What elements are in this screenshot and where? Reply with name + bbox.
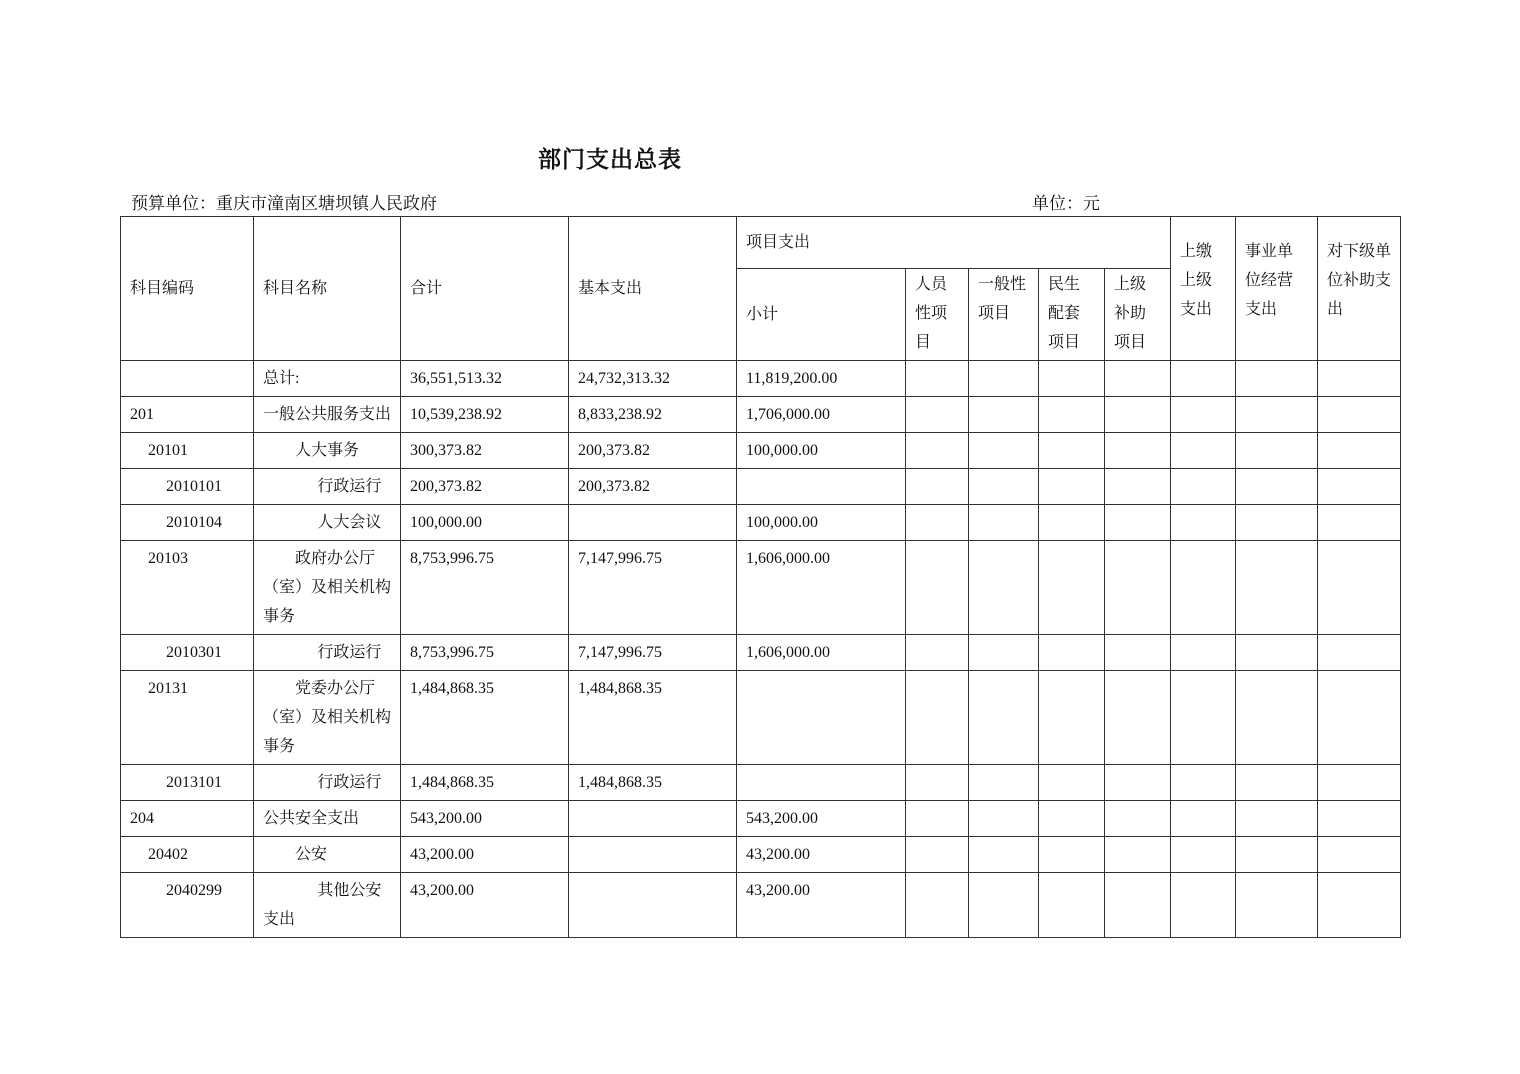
cell-total: 8,753,996.75 xyxy=(401,635,569,671)
cell-empty xyxy=(1318,635,1401,671)
cell-basic: 1,484,868.35 xyxy=(569,671,737,765)
header-superior-subsidy: 上级补助项目 xyxy=(1105,269,1171,361)
cell-empty xyxy=(1105,873,1171,938)
table-row xyxy=(121,635,1401,671)
header-personnel: 人员性项目 xyxy=(906,269,969,361)
cell-empty xyxy=(1236,635,1318,671)
cell-name: 政府办公厅（室）及相关机构事务 xyxy=(254,541,401,635)
table-row xyxy=(121,801,1401,837)
cell-empty xyxy=(1105,635,1171,671)
cell-empty xyxy=(1236,541,1318,635)
cell-empty xyxy=(1171,873,1236,938)
cell-subtotal: 11,819,200.00 xyxy=(737,361,906,397)
cell-name: 公共安全支出 xyxy=(254,801,401,837)
cell-empty xyxy=(1318,671,1401,765)
cell-total: 10,539,238.92 xyxy=(401,397,569,433)
cell-total: 300,373.82 xyxy=(401,433,569,469)
cell-empty xyxy=(1039,361,1105,397)
cell-empty xyxy=(1236,469,1318,505)
cell-basic xyxy=(569,801,737,837)
table-row xyxy=(121,397,1401,433)
cell-name: 公安 xyxy=(254,837,401,873)
cell-empty xyxy=(969,397,1039,433)
cell-empty xyxy=(906,837,969,873)
cell-empty xyxy=(1039,635,1105,671)
cell-code: 20101 xyxy=(121,433,254,469)
cell-code: 20103 xyxy=(121,541,254,635)
cell-empty xyxy=(1236,361,1318,397)
cell-basic: 200,373.82 xyxy=(569,469,737,505)
cell-code: 2010101 xyxy=(121,469,254,505)
cell-empty xyxy=(1236,433,1318,469)
table-row xyxy=(121,671,1401,765)
cell-empty xyxy=(1236,397,1318,433)
table-row xyxy=(121,505,1401,541)
cell-subtotal: 1,606,000.00 xyxy=(737,541,906,635)
cell-empty xyxy=(1171,505,1236,541)
cell-empty xyxy=(906,635,969,671)
expenditure-table xyxy=(120,216,1401,938)
cell-empty xyxy=(1318,801,1401,837)
cell-empty xyxy=(1105,765,1171,801)
cell-empty xyxy=(1236,505,1318,541)
cell-empty xyxy=(1171,469,1236,505)
cell-empty xyxy=(906,765,969,801)
cell-empty xyxy=(906,433,969,469)
cell-code: 2010301 xyxy=(121,635,254,671)
cell-empty xyxy=(969,801,1039,837)
cell-empty xyxy=(969,433,1039,469)
cell-basic: 200,373.82 xyxy=(569,433,737,469)
cell-empty xyxy=(1318,469,1401,505)
cell-empty xyxy=(1105,671,1171,765)
cell-subtotal: 43,200.00 xyxy=(737,873,906,938)
cell-empty xyxy=(1039,873,1105,938)
cell-empty xyxy=(969,873,1039,938)
cell-empty xyxy=(1236,671,1318,765)
cell-empty xyxy=(969,469,1039,505)
cell-empty xyxy=(1039,765,1105,801)
cell-empty xyxy=(1318,873,1401,938)
cell-total: 43,200.00 xyxy=(401,837,569,873)
table-row xyxy=(121,837,1401,873)
cell-basic xyxy=(569,837,737,873)
cell-empty xyxy=(1039,505,1105,541)
cell-empty xyxy=(1236,801,1318,837)
cell-empty xyxy=(969,505,1039,541)
header-total: 合计 xyxy=(401,217,569,361)
cell-empty xyxy=(1039,837,1105,873)
cell-empty xyxy=(1171,837,1236,873)
cell-empty xyxy=(906,469,969,505)
cell-subtotal: 43,200.00 xyxy=(737,837,906,873)
header-pay-up: 上缴上级支出 xyxy=(1171,217,1236,361)
cell-basic: 7,147,996.75 xyxy=(569,635,737,671)
cell-empty xyxy=(906,671,969,765)
cell-code: 2040299 xyxy=(121,873,254,938)
cell-empty xyxy=(1236,765,1318,801)
cell-empty xyxy=(1105,361,1171,397)
cell-basic: 8,833,238.92 xyxy=(569,397,737,433)
cell-code: 20131 xyxy=(121,671,254,765)
cell-empty xyxy=(969,635,1039,671)
cell-empty xyxy=(1318,765,1401,801)
cell-empty xyxy=(1318,397,1401,433)
cell-name: 人大事务 xyxy=(254,433,401,469)
cell-subtotal: 543,200.00 xyxy=(737,801,906,837)
cell-subtotal: 1,706,000.00 xyxy=(737,397,906,433)
cell-empty xyxy=(906,361,969,397)
cell-empty xyxy=(969,765,1039,801)
cell-empty xyxy=(906,801,969,837)
cell-total: 100,000.00 xyxy=(401,505,569,541)
table-row xyxy=(121,765,1401,801)
cell-name: 行政运行 xyxy=(254,765,401,801)
cell-empty xyxy=(969,541,1039,635)
cell-subtotal xyxy=(737,765,906,801)
cell-basic: 24,732,313.32 xyxy=(569,361,737,397)
cell-code: 2013101 xyxy=(121,765,254,801)
currency-unit-label: 单位：元 xyxy=(1032,194,1100,213)
table-row xyxy=(121,541,1401,635)
header-general: 一般性项目 xyxy=(969,269,1039,361)
cell-empty xyxy=(1318,505,1401,541)
header-business-ops: 事业单位经营支出 xyxy=(1236,217,1318,361)
cell-empty xyxy=(1236,873,1318,938)
cell-empty xyxy=(1039,541,1105,635)
cell-basic xyxy=(569,873,737,938)
header-basic: 基本支出 xyxy=(569,217,737,361)
cell-empty xyxy=(1105,837,1171,873)
table-row xyxy=(121,873,1401,938)
cell-empty xyxy=(1105,541,1171,635)
cell-subtotal xyxy=(737,469,906,505)
cell-empty xyxy=(1039,397,1105,433)
cell-basic: 7,147,996.75 xyxy=(569,541,737,635)
cell-empty xyxy=(1318,837,1401,873)
cell-empty xyxy=(1171,765,1236,801)
cell-empty xyxy=(1318,433,1401,469)
cell-empty xyxy=(1105,397,1171,433)
cell-empty xyxy=(1171,361,1236,397)
cell-total: 43,200.00 xyxy=(401,873,569,938)
document-title: 部门支出总表 xyxy=(538,147,682,173)
cell-empty xyxy=(1236,837,1318,873)
header-name: 科目名称 xyxy=(254,217,401,361)
cell-empty xyxy=(1171,397,1236,433)
cell-subtotal: 100,000.00 xyxy=(737,433,906,469)
cell-empty xyxy=(906,541,969,635)
cell-subtotal: 100,000.00 xyxy=(737,505,906,541)
cell-empty xyxy=(1105,801,1171,837)
cell-empty xyxy=(906,397,969,433)
table-row xyxy=(121,361,1401,397)
table-row xyxy=(121,469,1401,505)
cell-total: 36,551,513.32 xyxy=(401,361,569,397)
cell-empty xyxy=(1171,635,1236,671)
header-code: 科目编码 xyxy=(121,217,254,361)
cell-empty xyxy=(906,505,969,541)
cell-code: 201 xyxy=(121,397,254,433)
cell-code: 2010104 xyxy=(121,505,254,541)
cell-name: 总计: xyxy=(254,361,401,397)
cell-total: 1,484,868.35 xyxy=(401,671,569,765)
cell-empty xyxy=(1039,801,1105,837)
cell-empty xyxy=(1039,671,1105,765)
cell-name: 行政运行 xyxy=(254,469,401,505)
cell-empty xyxy=(906,873,969,938)
cell-name: 一般公共服务支出 xyxy=(254,397,401,433)
cell-empty xyxy=(1039,469,1105,505)
cell-code: 204 xyxy=(121,801,254,837)
cell-empty xyxy=(1171,541,1236,635)
cell-name: 党委办公厅（室）及相关机构事务 xyxy=(254,671,401,765)
cell-total: 200,373.82 xyxy=(401,469,569,505)
header-livelihood: 民生配套项目 xyxy=(1039,269,1105,361)
cell-basic xyxy=(569,505,737,541)
cell-name: 其他公安支出 xyxy=(254,873,401,938)
cell-code xyxy=(121,361,254,397)
cell-empty xyxy=(969,361,1039,397)
cell-empty xyxy=(969,671,1039,765)
cell-basic: 1,484,868.35 xyxy=(569,765,737,801)
cell-empty xyxy=(1171,671,1236,765)
cell-empty xyxy=(1318,361,1401,397)
cell-total: 8,753,996.75 xyxy=(401,541,569,635)
cell-empty xyxy=(1039,433,1105,469)
header-subordinate-subsidy: 对下级单位补助支出 xyxy=(1318,217,1401,361)
header-subtotal: 小计 xyxy=(737,269,906,361)
cell-empty xyxy=(1171,801,1236,837)
cell-empty xyxy=(1105,469,1171,505)
cell-total: 1,484,868.35 xyxy=(401,765,569,801)
cell-total: 543,200.00 xyxy=(401,801,569,837)
cell-empty xyxy=(969,837,1039,873)
cell-code: 20402 xyxy=(121,837,254,873)
cell-name: 行政运行 xyxy=(254,635,401,671)
cell-empty xyxy=(1318,541,1401,635)
cell-subtotal xyxy=(737,671,906,765)
budget-unit-label: 预算单位：重庆市潼南区塘坝镇人民政府 xyxy=(131,194,437,213)
cell-empty xyxy=(1105,433,1171,469)
header-project: 项目支出 xyxy=(737,217,1171,269)
cell-empty xyxy=(1171,433,1236,469)
cell-empty xyxy=(1105,505,1171,541)
cell-subtotal: 1,606,000.00 xyxy=(737,635,906,671)
table-row xyxy=(121,433,1401,469)
cell-name: 人大会议 xyxy=(254,505,401,541)
